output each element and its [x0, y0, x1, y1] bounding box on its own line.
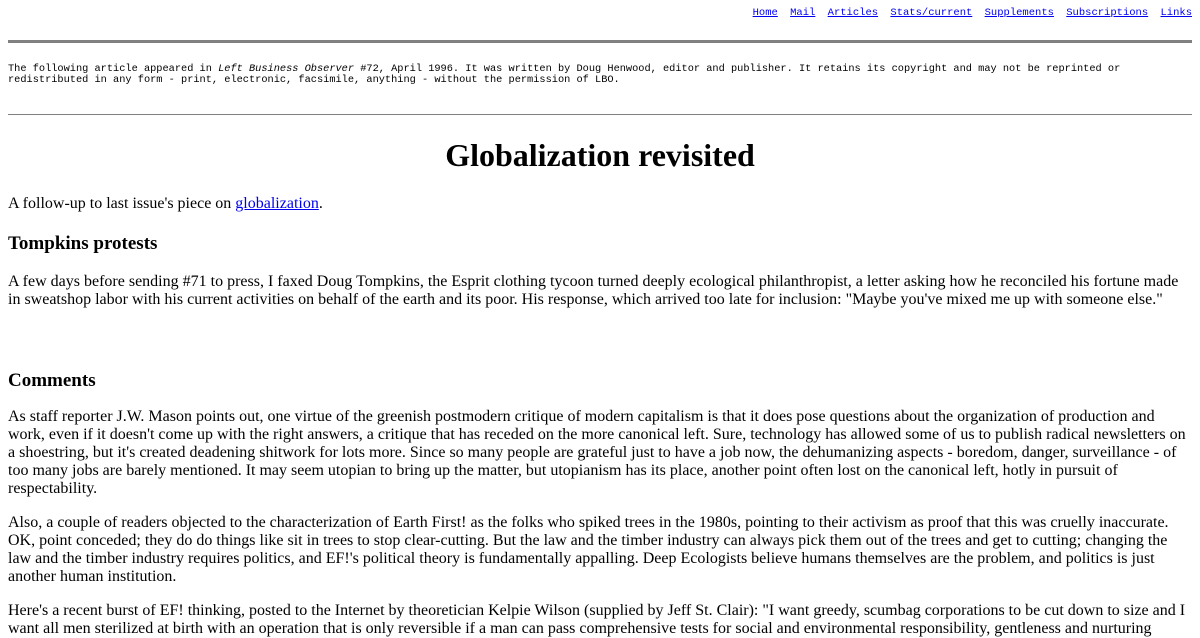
paragraph-comments-2: Also, a couple of readers objected to the characterization of Earth First! as the folks who spiked trees in the 1980s, pointing to their activism as proof that this was cruelly inaccurate. OK, point conceded; they do do things like sit in trees to stop clear-cutting. But the law and the timber industry can always pick them out of the trees and get to cutting; changing the law and the timber industry requires politics, and EF!'s political theory is fundamentally appalling. Deep Ecologists believe humans themselves are the problem, and politics is just another human institution. — [8, 514, 1169, 585]
nav-link-supplements[interactable]: Supplements — [984, 7, 1054, 19]
top-navigation — [8, 0, 1192, 21]
top-divider — [8, 40, 1192, 43]
article-intro — [8, 195, 323, 213]
notice-divider — [8, 114, 1192, 115]
paragraph-comments-3: Here's a recent burst of EF! thinking, posted to the Internet by theoretician Kelpie Wilson (supplied by Jeff St. Clair): "I want greedy, scumbag corporations to be cut down to size and I want all men sterilized at birth with an operation that is only reversible if a man can pass comprehensive tests for social and environmental responsibility, gentleness and nurturing — [8, 602, 1186, 637]
page — [8, 0, 1192, 637]
intro-suffix: . — [318, 195, 323, 212]
nav-link-stats-current[interactable]: Stats/current — [890, 7, 973, 19]
paragraph-comments-1: As staff reporter J.W. Mason points out, one virtue of the greenish postmodern critique of modern capitalism is that it does pose questions about the organization of production and work, even if it doesn't come up with the right answers, a critique that has receded on the more canonical left. Sure, technology has allowed some of us to publish radical newsletters on a shoestring, but it's created deadening shitwork for lots more. Since so many people are grateful just to have a job now, the dehumanizing aspects - boredom, danger, surveillance - of too many jobs are barely mentioned. It may seem utopian to bring up the matter, but utopianism has its place, another point often lost on the canonical left, hotly in pursuit of respectability. — [8, 408, 1186, 497]
globalization-link[interactable]: globalization — [235, 195, 319, 212]
section-heading-tompkins-protests: Tompkins protests — [8, 233, 158, 254]
article-title: Globalization revisited — [445, 137, 755, 173]
publication-name: Left Business Observer — [218, 63, 355, 75]
notice-suffix: #72, April 1996. It was written by Doug Henwood, editor and publisher. It retains its copyright and may not be reprinted or redistributed in any form - print, electronic, facsimile, anything - without the permission of LBO. — [8, 63, 1121, 86]
notice-prefix: The following article appeared in — [8, 63, 219, 75]
nav-link-articles[interactable]: Articles — [827, 7, 879, 19]
copyright-notice — [8, 64, 1192, 86]
section-heading-comments: Comments — [8, 370, 96, 391]
nav-link-mail[interactable]: Mail — [790, 7, 816, 19]
nav-link-home[interactable]: Home — [752, 7, 778, 19]
paragraph-tompkins: A few days before sending #71 to press, I faxed Doug Tompkins, the Esprit clothing tycoon turned deeply ecological philanthropist, a letter asking how he reconciled his fortune made in sweatshop labor with his current activities on behalf of the earth and its poor. His response, which arrived too late for inclusion: "Maybe you've mixed me up with someone else." — [8, 273, 1179, 308]
nav-link-links[interactable]: Links — [1160, 7, 1192, 19]
nav-link-subscriptions[interactable]: Subscriptions — [1066, 7, 1149, 19]
intro-prefix: A follow-up to last issue's piece on — [8, 195, 236, 212]
